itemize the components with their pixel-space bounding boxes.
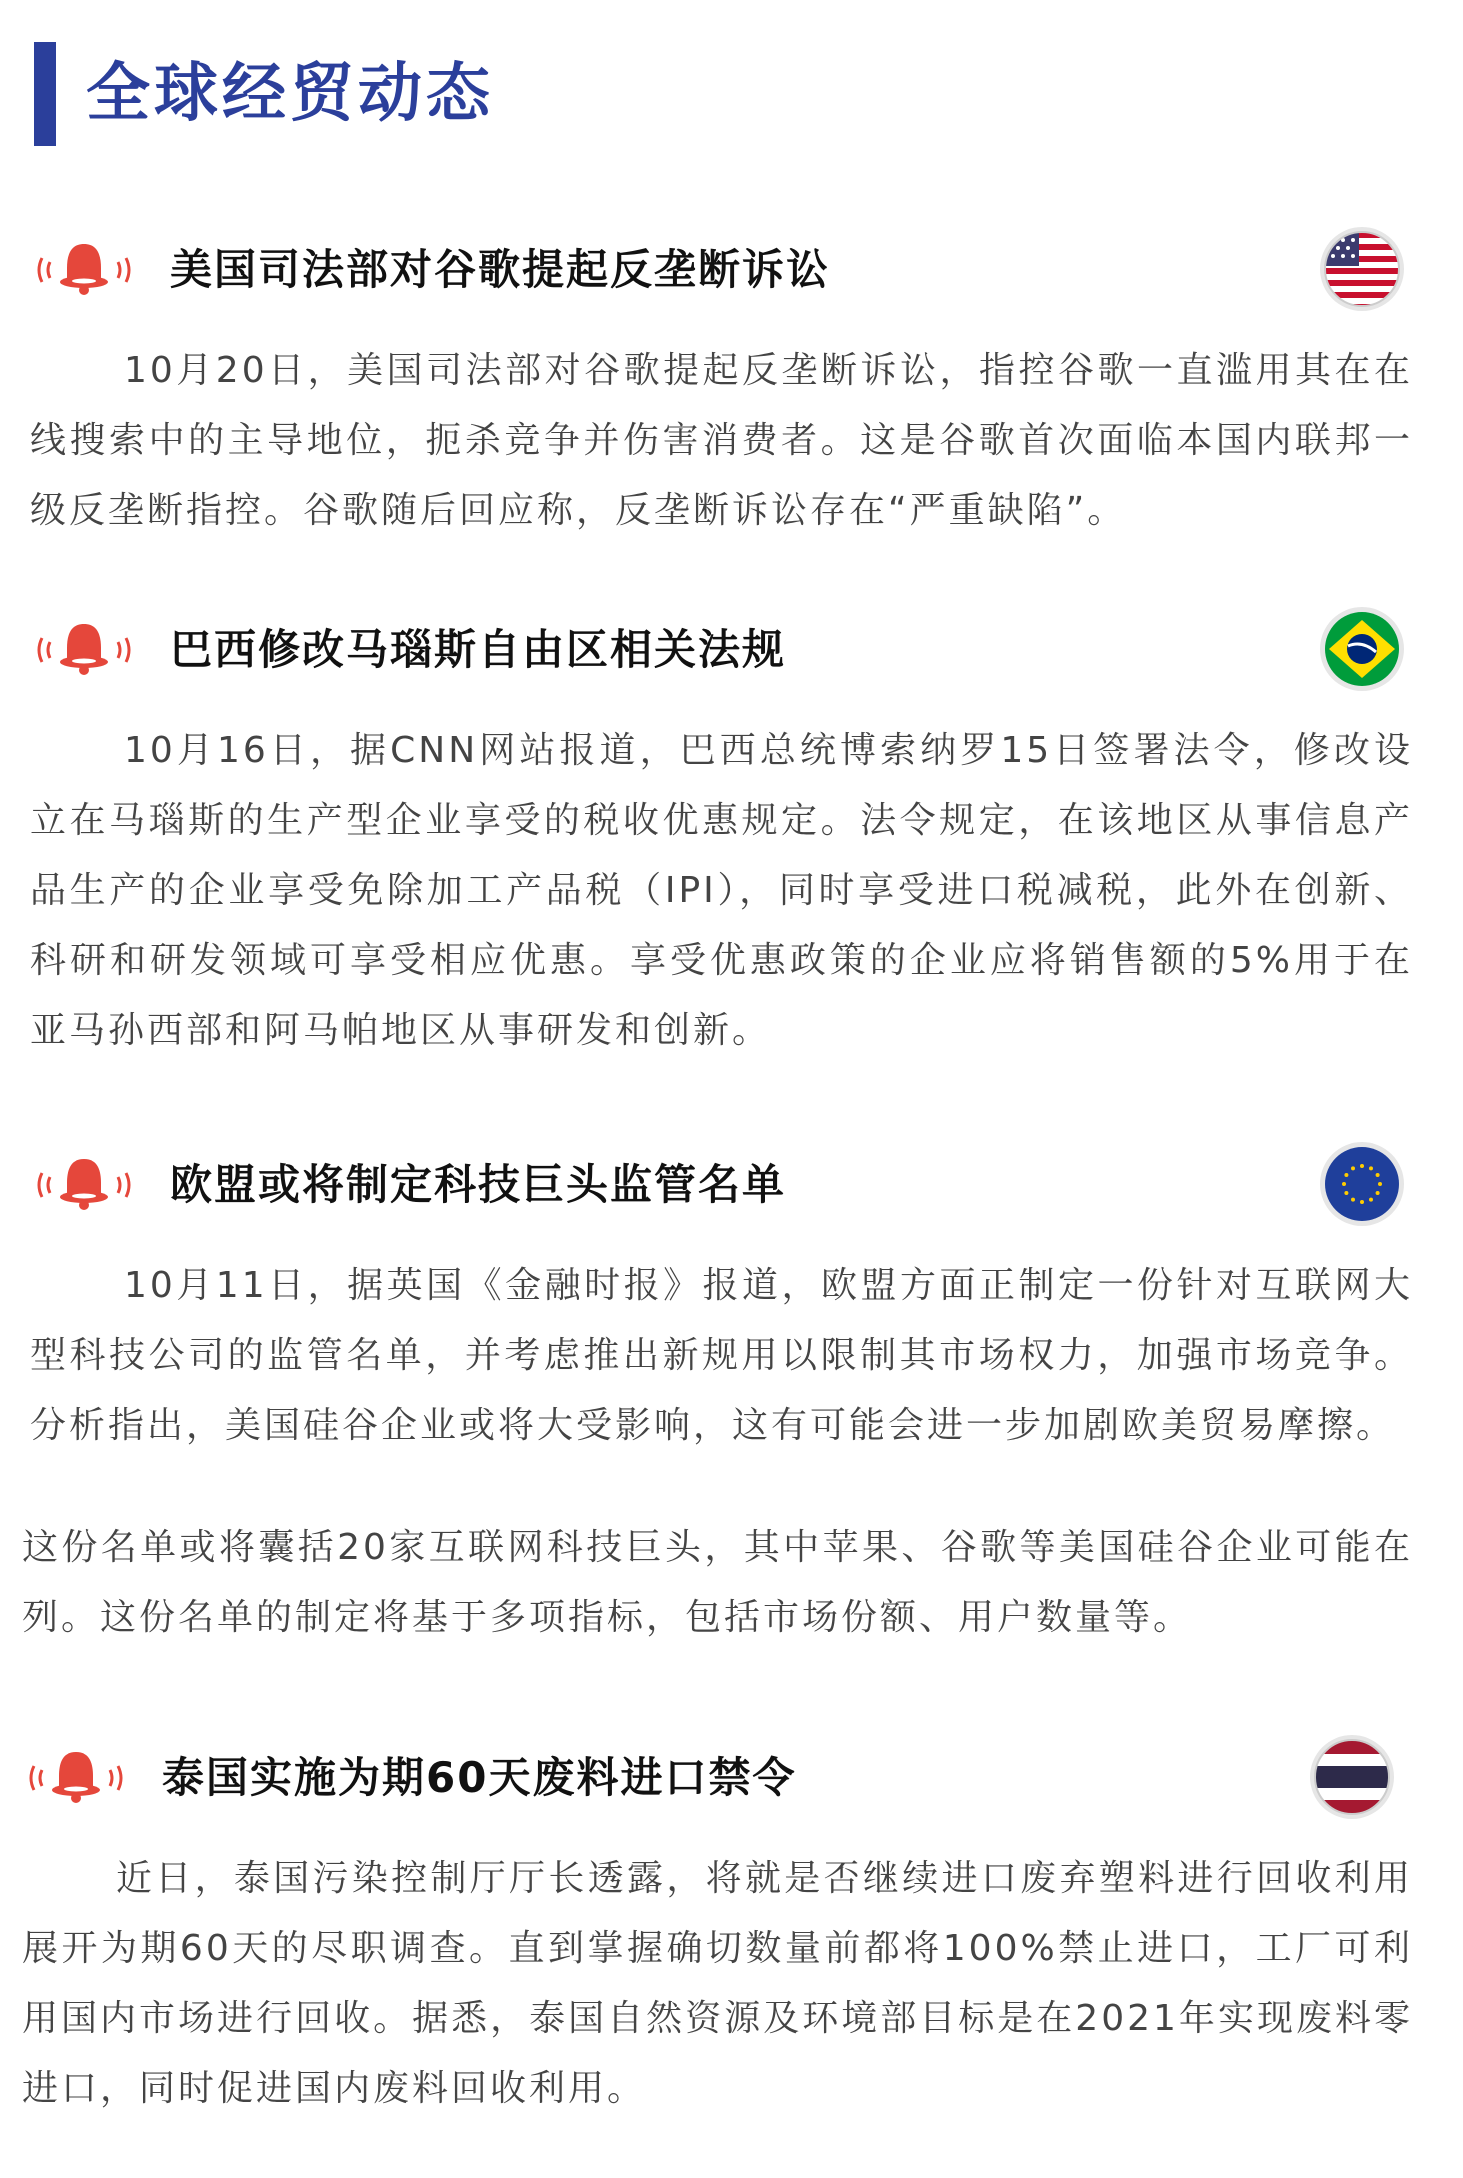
- usa-flag-icon: [1319, 226, 1405, 312]
- brazil-flag-icon: [1319, 606, 1405, 692]
- section-header: [0, 600, 1463, 700]
- section-header: [0, 220, 1463, 320]
- section-paragraph: 10月16日，据CNN网站报道，巴西总统博索纳罗15日签署法令，修改设立在马瑙斯的生产型企业享受的税收优惠规定。法令规定，在该地区从事信息产品生产的企业享受免除加工产品税（IPI），同时享受进口税减税，此外在创新、科研和研发领域可享受相应优惠。享受优惠政策的企业应将销售额的5%用于在亚马孙西部和阿马帕地区从事研发和创新。: [30, 730, 1413, 1051]
- section-title: 巴西修改马瑙斯自由区相关法规: [170, 625, 787, 674]
- page-title: 全球经贸动态: [86, 57, 494, 131]
- section-paragraph: 这份名单或将囊括20家互联网科技巨头，其中苹果、谷歌等美国硅谷企业可能在列。这份名单的制定将基于多项指标，包括市场份额、用户数量等。: [22, 1527, 1413, 1638]
- news-section-brazil: [0, 600, 1463, 1066]
- section-title: 欧盟或将制定科技巨头监管名单: [170, 1160, 787, 1209]
- page-header: [34, 42, 494, 146]
- eu-flag-icon: [1319, 1141, 1405, 1227]
- section-paragraph: 近日，泰国污染控制厅厅长透露，将就是否继续进口废弃塑料进行回收利用展开为期60天的尽职调查。直到掌握确切数量前都将100%禁止进口，工厂可利用国内市场进行回收。据悉，泰国自然资源及环境部目标是在2021年实现废料零进口，同时促进国内废料回收利用。: [22, 1858, 1413, 2109]
- section-header: [0, 1728, 1463, 1828]
- alarm-bell-icon: [34, 618, 134, 682]
- news-section-thailand: [0, 1728, 1463, 2124]
- thailand-flag-icon: [1309, 1734, 1395, 1820]
- section-title: 泰国实施为期60天废料进口禁令: [162, 1753, 797, 1802]
- section-header: [0, 1135, 1463, 1235]
- alarm-bell-icon: [34, 1153, 134, 1217]
- section-title: 美国司法部对谷歌提起反垄断诉讼: [170, 245, 831, 294]
- section-paragraph: 10月20日，美国司法部对谷歌提起反垄断诉讼，指控谷歌一直滥用其在在线搜索中的主导地位，扼杀竞争并伤害消费者。这是谷歌首次面临本国内联邦一级反垄断指控。谷歌随后回应称，反垄断诉讼存在“严重缺陷”。: [30, 350, 1413, 531]
- alarm-bell-icon: [26, 1746, 126, 1810]
- news-section-usa: [0, 220, 1463, 546]
- alarm-bell-icon: [34, 238, 134, 302]
- header-accent-bar: [34, 42, 56, 146]
- news-section-eu: [0, 1135, 1463, 1653]
- section-paragraph: 10月11日，据英国《金融时报》报道，欧盟方面正制定一份针对互联网大型科技公司的监管名单，并考虑推出新规用以限制其市场权力，加强市场竞争。分析指出，美国硅谷企业或将大受影响，这有可能会进一步加剧欧美贸易摩擦。: [30, 1265, 1413, 1446]
